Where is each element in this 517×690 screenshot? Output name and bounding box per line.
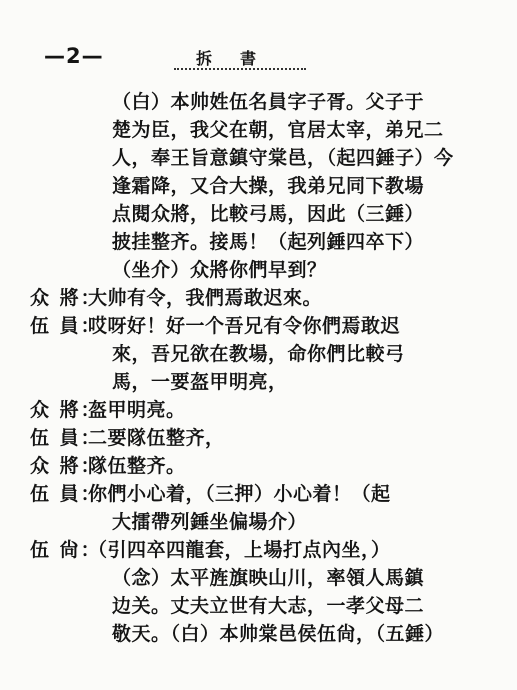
line-text: 馬，一要盔甲明亮， bbox=[112, 371, 288, 393]
line-text: 边关。丈夫立世有大志，一孝父母二 bbox=[112, 595, 425, 617]
line-text: 披挂整齐。接馬！（起列錘四卒下） bbox=[112, 231, 425, 253]
line-text: 大帅有令，我們焉敢迟來。 bbox=[88, 287, 323, 309]
running-title: 拆書 bbox=[196, 49, 285, 68]
line-text: 大擂帶列錘坐偏場介） bbox=[112, 511, 308, 533]
line-text: 盔甲明亮。 bbox=[88, 399, 186, 421]
line-text: 隊伍整齐。 bbox=[88, 455, 186, 477]
title-underline bbox=[174, 68, 306, 70]
speaker-name: 伍 尙： bbox=[30, 539, 102, 561]
line-text: 你們小心着，（三押）小心着！（起 bbox=[88, 483, 391, 505]
line-text: 逢霜降，又合大操，我弟兄同下教場 bbox=[112, 175, 425, 197]
line-text: 敬天。（白）本帅棠邑侯伍尙，（五錘） bbox=[112, 623, 445, 645]
line-text: 点閱众將，比較弓馬，因此（三錘） bbox=[112, 203, 425, 225]
page-number: —2— bbox=[44, 44, 104, 68]
line-text: （坐介）众將你們早到？ bbox=[112, 259, 327, 281]
line-text: 人，奉王旨意鎮守棠邑，（起四錘子）今 bbox=[112, 147, 454, 169]
line-text: （白）本帅姓伍名員字子胥。父子于 bbox=[112, 91, 425, 113]
speaker-name: 众 將： bbox=[30, 399, 102, 421]
line-text: 哎呀好！好一个吾兄有令你們焉敢迟 bbox=[88, 315, 401, 337]
line-text: 楚为臣，我父在朝，官居太宰，弟兄二 bbox=[112, 119, 444, 141]
line-text: （引四卒四龍套，上場打点內坐，） bbox=[88, 539, 391, 561]
speaker-name: 众 將： bbox=[30, 287, 102, 309]
line-text: （念）太平旌旗映山川，率領人馬鎮 bbox=[112, 567, 425, 589]
speaker-name: 伍 員： bbox=[30, 315, 102, 337]
speaker-name: 伍 員： bbox=[30, 483, 102, 505]
page-header bbox=[0, 42, 517, 72]
line-text: 二要隊伍整齐， bbox=[88, 427, 225, 449]
speaker-name: 伍 員： bbox=[30, 427, 102, 449]
line-text: 來，吾兄欲在教場，命你們比較弓 bbox=[112, 343, 405, 365]
speaker-name: 众 將： bbox=[30, 455, 102, 477]
